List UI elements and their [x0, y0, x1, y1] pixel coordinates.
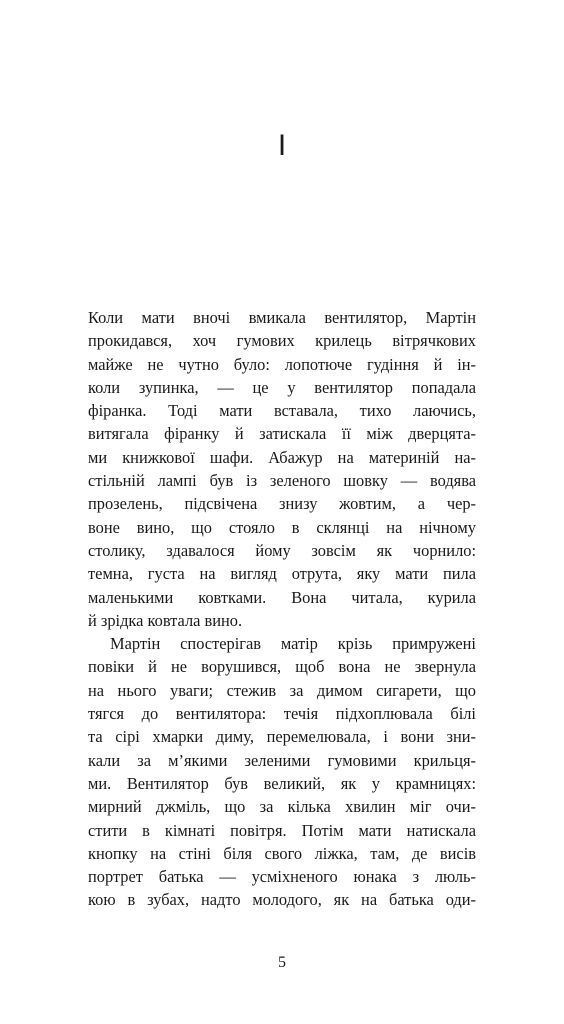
text-line: повіки й не ворушився, щоб вона не звернула	[88, 657, 476, 677]
text-line: темна, густа на вигляд отрута, яку мати пила	[88, 564, 476, 584]
text-line: прокидався, хоч гумових крилець вітрячкових	[88, 331, 476, 351]
text-line: прозелень, підсвічена знизу жовтим, а чер-	[88, 494, 476, 514]
text-line: Мартін спостерігав матір крізь примружені	[110, 634, 476, 654]
paragraph-2	[88, 632, 476, 912]
text-line: стити в кімнаті повітря. Потім мати натискала	[88, 820, 476, 840]
text-line: мирний джміль, що за кілька хвилин міг очи-	[88, 797, 476, 817]
chapter-number: I	[277, 129, 287, 162]
text-line: кали за м’якими зеленими гумовими крильця-	[88, 750, 476, 770]
text-line: маленькими ковтками. Вона читала, курила	[88, 587, 476, 607]
text-line: воне вино, що стояло в склянці на нічному	[88, 517, 476, 537]
text-line: ми. Вентилятор був великий, як у крамницях:	[88, 773, 476, 793]
text-line: ми книжкової шафи. Абажур на материній на-	[88, 447, 476, 467]
text-line: коли зупинка, — це у вентилятор попадала	[88, 377, 476, 397]
text-line: Коли мати вночі вмикала вентилятор, Мартін	[88, 308, 476, 327]
paragraph-1	[88, 306, 476, 632]
text-line: столику, здавалося йому зовсім як чорнило:	[88, 540, 476, 560]
text-line: й зрідка ковтала вино.	[88, 610, 243, 630]
text-line: майже не чутно було: лопотюче гудіння й ін-	[88, 354, 476, 374]
text-line: на нього уваги; стежив за димом сигарети, що	[88, 680, 476, 700]
text-line: витягала фіранку й затискала її між дверцята-	[88, 424, 476, 444]
text-line: портрет батька — усміхненого юнака з люль-	[88, 867, 476, 887]
body-text	[88, 306, 476, 912]
text-line: тягся до вентилятора: течія підхоплювала білі	[88, 704, 476, 724]
page-number: 5	[278, 954, 286, 971]
text-line: фіранка. Тоді мати вставала, тихо лаючись,	[88, 401, 476, 421]
text-line: стільній лампі був із зеленого шовку — водява	[88, 471, 476, 491]
text-line: та сірі хмарки диму, перемелювала, і вони зни-	[88, 727, 476, 747]
text-line: кнопку на стіні біля свого ліжка, там, де висів	[88, 843, 476, 863]
text-line: кою в зубах, надто молодого, як на батька оди-	[88, 890, 476, 910]
